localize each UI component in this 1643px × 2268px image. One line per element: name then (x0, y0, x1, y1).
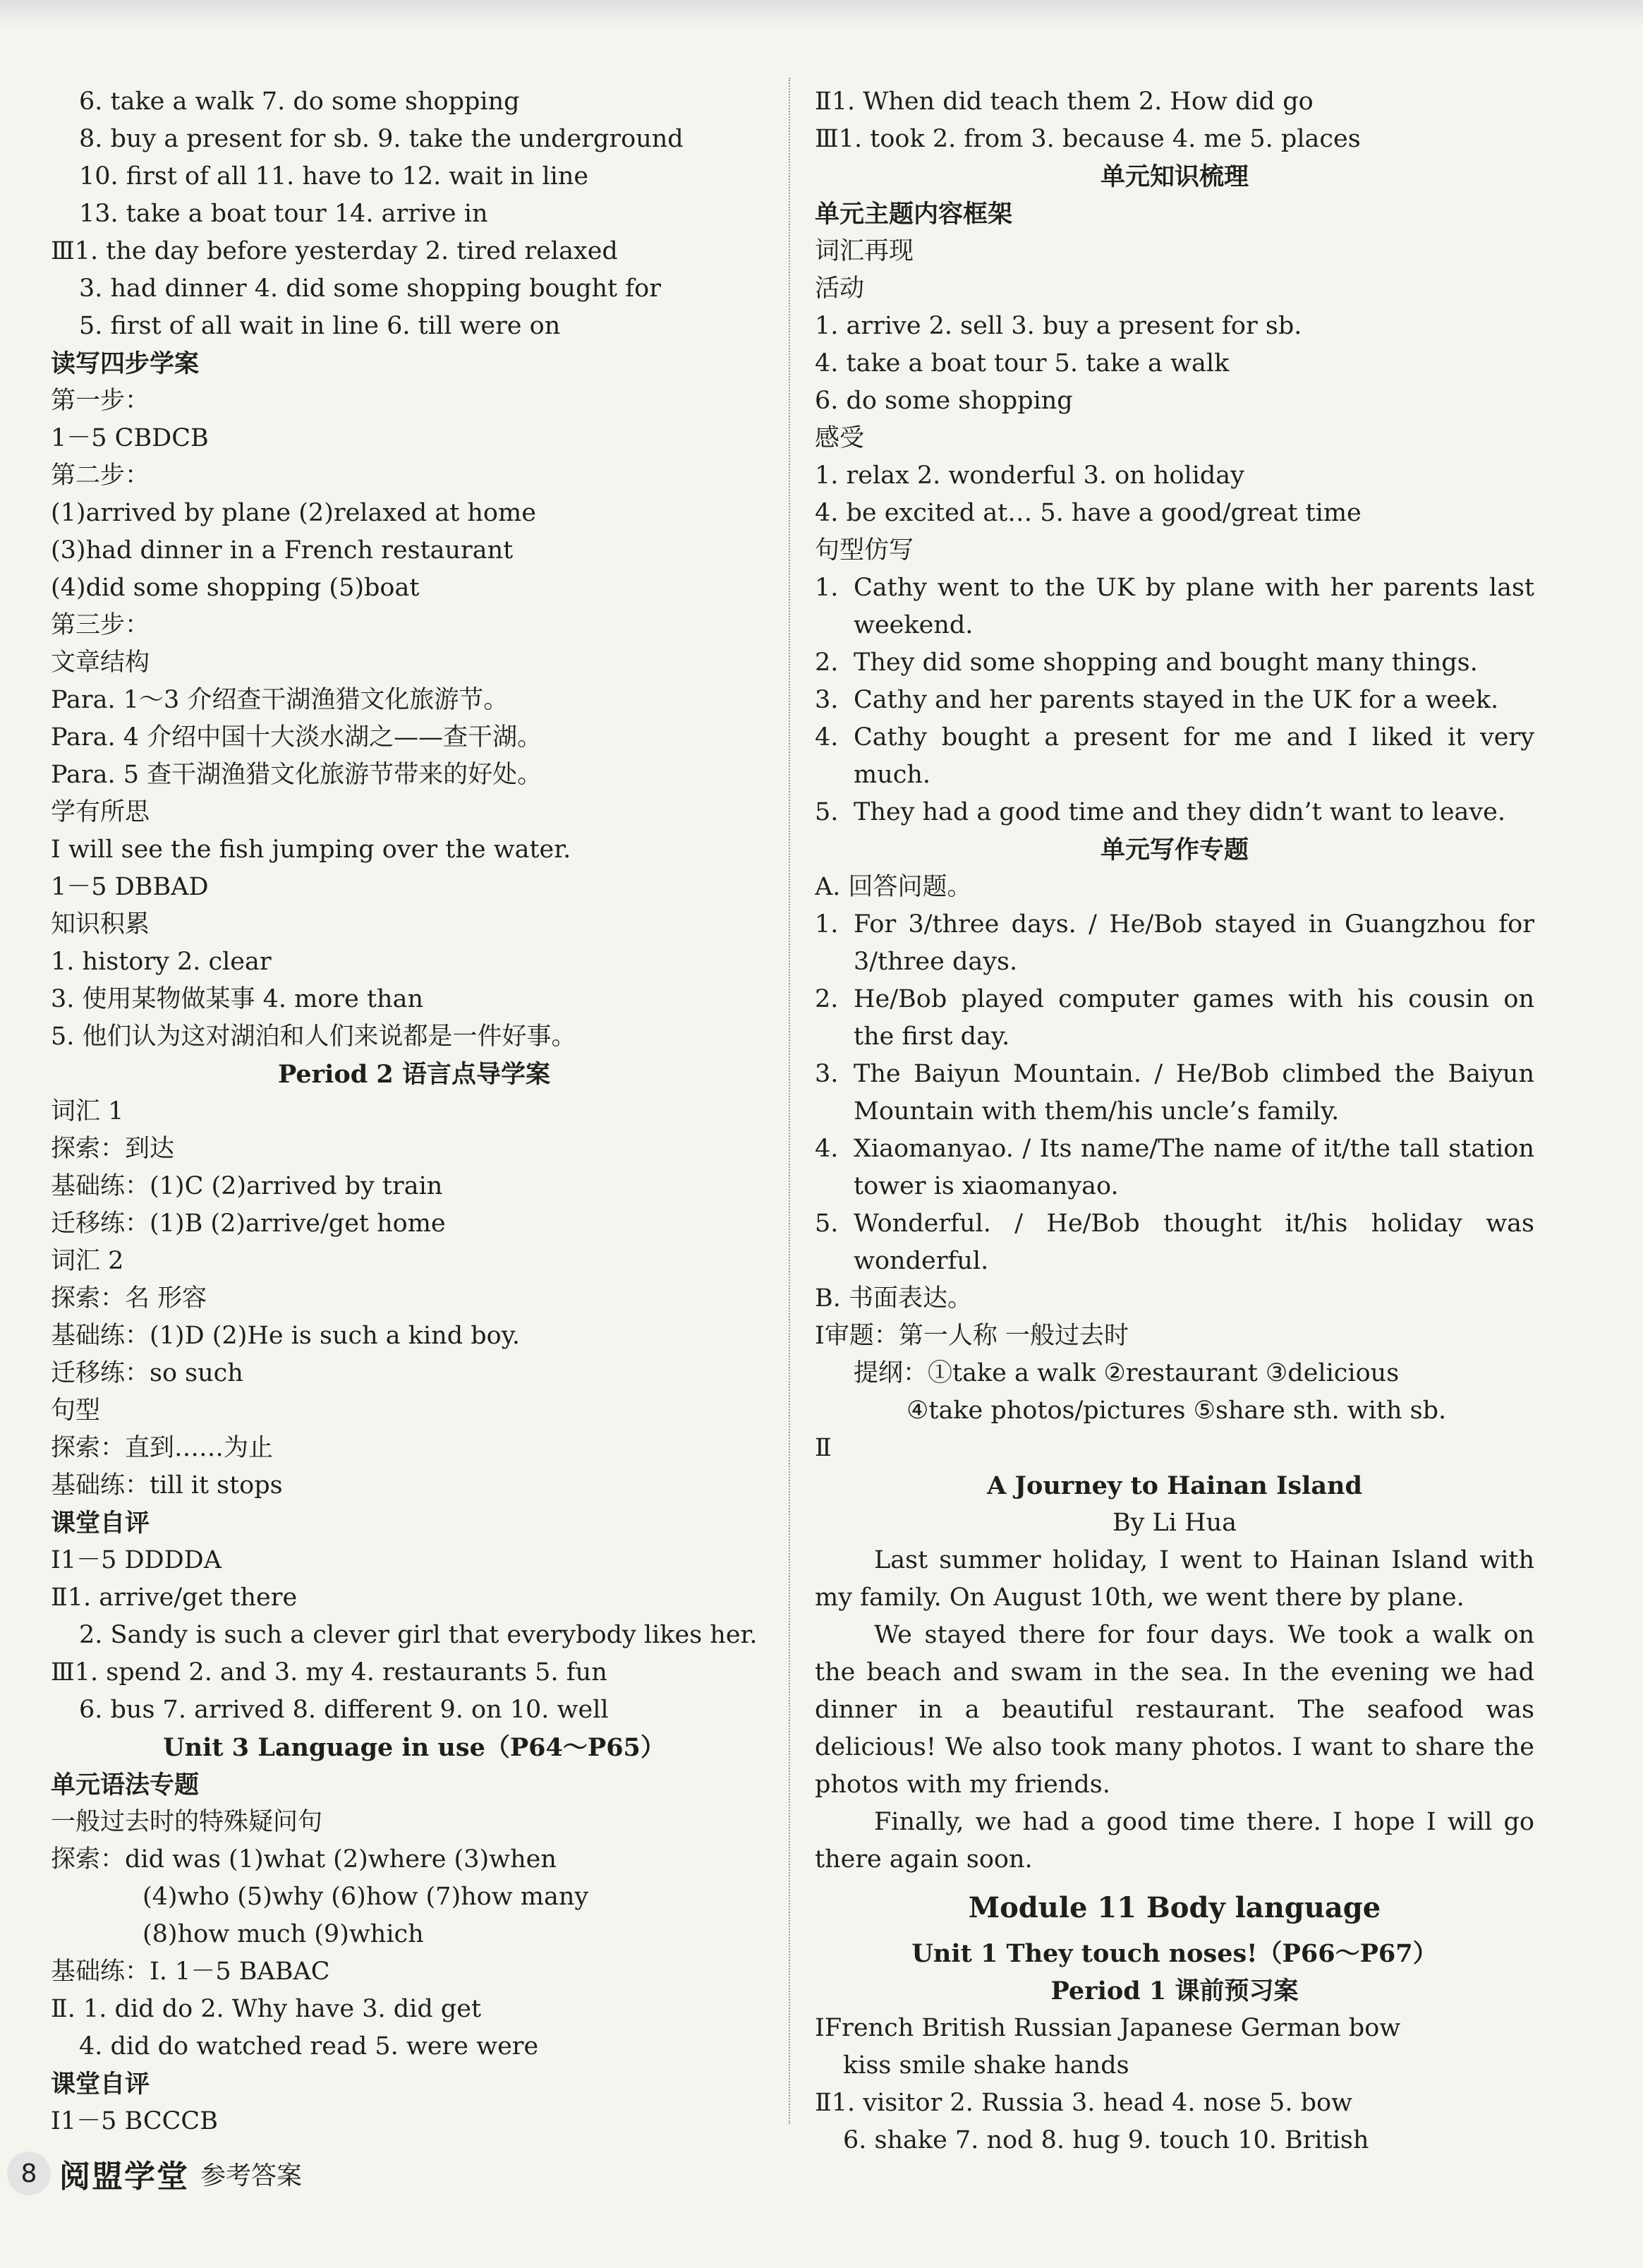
answer-line: 8. buy a present for sb. 9. take the underground (79, 125, 684, 153)
right-section-e (815, 1280, 1534, 1467)
answer-line: 1. relax 2. wonderful 3. on holiday (815, 462, 1244, 490)
numbered-item (815, 644, 1534, 682)
answer-line: 4. be excited at… 5. have a good/great time (815, 499, 1362, 527)
numbered-item (815, 682, 1534, 719)
item-number: 5. (815, 798, 839, 826)
essay-author: By Li Hua (1112, 1509, 1237, 1537)
answer-line: 第一步： (51, 387, 150, 415)
column-divider (789, 78, 790, 2124)
answer-line: 1. arrive 2. sell 3. buy a present for sb. (815, 312, 1302, 340)
left-column (51, 83, 777, 2140)
answer-line: 读写四步学案 (51, 349, 200, 378)
answer-line: Ⅱ. 1. did do 2. Why have 3. did get (51, 1995, 482, 2023)
answer-line: 单元语法专题 (51, 1771, 200, 1799)
item-text: Cathy went to the UK by plane with her parents last weekend. (854, 574, 1534, 639)
answer-line: Ⅰ审题：第一人称 一般过去时 (815, 1322, 1129, 1350)
numbered-item (815, 981, 1534, 1056)
answer-line: 迁移练：so such (51, 1359, 243, 1387)
answer-line: 6. take a walk 7. do some shopping (79, 88, 520, 116)
answer-line: 提纲：①take a walk ②restaurant ③delicious (854, 1359, 1400, 1387)
answer-line: (4)who (5)why (6)how (7)how many (143, 1883, 589, 1911)
answer-line: Period 2 语言点导学案 (278, 1060, 550, 1089)
answer-line: ⅠFrench British Russian Japanese German bow (815, 2014, 1401, 2042)
answer-line: Unit 3 Language in use（P64～P65） (163, 1733, 665, 1762)
answer-line: A. 回答问题。 (815, 873, 972, 901)
answer-line: 句型 (51, 1397, 101, 1425)
answer-line: Module 11 Body language (968, 1891, 1381, 1924)
item-text: Xiaomanyao. / Its name/The name of it/the tall station tower is xiaomanyao. (854, 1135, 1534, 1200)
answer-line: 词汇 2 (51, 1247, 124, 1275)
numbered-item (815, 1130, 1534, 1205)
answer-line: 文章结构 (51, 649, 150, 677)
answer-line: (1)arrived by plane (2)relaxed at home (51, 499, 536, 527)
answer-line: 单元写作专题 (1100, 836, 1249, 864)
answer-line: Para. 4 介绍中国十大淡水湖之——查干湖。 (51, 723, 542, 752)
answer-line: Ⅲ1. the day before yesterday 2. tired relaxed (51, 237, 618, 265)
answer-line: 词汇再现 (815, 237, 914, 265)
answer-line: 一般过去时的特殊疑问句 (51, 1808, 323, 1836)
answer-line: Period 1 课前预习案 (1050, 1977, 1299, 2005)
answer-line: 5. first of all wait in line 6. till were on (79, 312, 561, 340)
item-text: They did some shopping and bought many things. (854, 649, 1478, 677)
essay-title: A Journey to Hainan Island (987, 1471, 1362, 1500)
answer-line: ④take photos/pictures ⑤share sth. with sb. (907, 1397, 1447, 1425)
numbered-item (815, 569, 1534, 644)
item-number: 4. (815, 723, 839, 752)
answer-line: (4)did some shopping (5)boat (51, 574, 420, 602)
item-text: Cathy and her parents stayed in the UK for a week. (854, 686, 1499, 714)
item-number: 3. (815, 1060, 839, 1088)
numbered-item (815, 1056, 1534, 1130)
item-text: They had a good time and they didn’t want to leave. (854, 798, 1506, 826)
essay-paragraph: Last summer holiday, I went to Hainan Island with my family. On August 10th, we went there by plane. (815, 1546, 1534, 1612)
brand-logo: 阅盟学堂 (59, 2159, 189, 2195)
page-footer (7, 2149, 302, 2198)
answer-line: 探索：did was (1)what (2)where (3)when (51, 1845, 557, 1874)
item-number: 1. (815, 910, 839, 939)
answer-line: Ⅲ1. spend 2. and 3. my 4. restaurants 5. fun (51, 1658, 607, 1687)
answer-line: 1. history 2. clear (51, 948, 272, 976)
answer-line: 学有所思 (51, 798, 150, 826)
item-text: Wonderful. / He/Bob thought it/his holiday was wonderful. (854, 1210, 1534, 1275)
right-column (815, 83, 1534, 2159)
item-text: For 3/three days. / He/Bob stayed in Guangzhou for 3/three days. (854, 910, 1534, 976)
answer-line: Unit 1 They touch noses!（P66～P67） (911, 1939, 1438, 1968)
answer-line: 3. 使用某物做某事 4. more than (51, 985, 424, 1013)
numbered-item (815, 719, 1534, 794)
item-text: Cathy bought a present for me and I liked it very much. (854, 723, 1534, 789)
answer-line: 3. had dinner 4. did some shopping bought for (79, 275, 661, 303)
answer-line: 4. did do watched read 5. were were (79, 2032, 539, 2061)
item-number: 2. (815, 985, 839, 1013)
answer-line: 第三步： (51, 611, 150, 639)
item-number: 1. (815, 574, 839, 602)
answer-line: 课堂自评 (51, 1509, 150, 1538)
answer-line: 探索：到达 (51, 1135, 175, 1163)
answer-line: 单元主题内容框架 (815, 200, 1013, 229)
right-section-f (815, 1878, 1534, 2159)
answer-line: Ⅱ1. arrive/get there (51, 1584, 298, 1612)
answer-line: 2. Sandy is such a clever girl that everybody likes her. (79, 1621, 758, 1649)
answer-line: 句型仿写 (815, 536, 914, 565)
page-number: 8 (7, 2152, 51, 2195)
answer-line: 1－5 CBDCB (51, 424, 209, 452)
answer-line: 知识积累 (51, 910, 150, 939)
answer-line: 6. shake 7. nod 8. hug 9. touch 10. British (843, 2126, 1369, 2154)
answer-line: 6. do some shopping (815, 387, 1073, 415)
answer-line: Para. 1～3 介绍查干湖渔猎文化旅游节。 (51, 686, 509, 714)
answer-line: Ⅱ1. When did teach them 2. How did go (815, 88, 1314, 116)
essay-paragraph: We stayed there for four days. We took a walk on the beach and swam in the sea. In the evening we had dinner in a beautiful restaurant. The seafood was delicious! We also took many photos. I want to share the photos with my friends. (815, 1621, 1534, 1799)
item-number: 4. (815, 1135, 839, 1163)
scan-top-edge (0, 0, 1643, 28)
right-section-c (815, 831, 1534, 906)
answer-line: Ⅰ1－5 DDDDA (51, 1546, 222, 1574)
answer-line: Para. 5 查干湖渔猎文化旅游节带来的好处。 (51, 761, 542, 789)
item-text: The Baiyun Mountain. / He/Bob climbed the Baiyun Mountain with them/his uncle’s family. (854, 1060, 1534, 1126)
answer-line: 活动 (815, 275, 865, 303)
answer-line: 词汇 1 (51, 1097, 124, 1126)
answer-line: Ⅱ1. visitor 2. Russia 3. head 4. nose 5. bow (815, 2089, 1353, 2117)
item-text: He/Bob played computer games with his cousin on the first day. (854, 985, 1534, 1051)
answer-line: 第二步： (51, 462, 150, 490)
answer-line: Ⅲ1. took 2. from 3. because 4. me 5. places (815, 125, 1361, 153)
item-number: 5. (815, 1210, 839, 1238)
answer-line: 探索：名 形容 (51, 1284, 207, 1313)
answer-line: 10. first of all 11. have to 12. wait in line (79, 162, 589, 191)
answer-line: 单元知识梳理 (1100, 162, 1249, 191)
answer-questions-list (815, 906, 1534, 1280)
answer-line: (8)how much (9)which (143, 1920, 424, 1948)
answer-line: 4. take a boat tour 5. take a walk (815, 349, 1230, 378)
answer-line: 6. bus 7. arrived 8. different 9. on 10. well (79, 1696, 609, 1724)
answer-line: 13. take a boat tour 14. arrive in (79, 200, 488, 228)
item-number: 3. (815, 686, 839, 714)
answer-line: Ⅰ1－5 BCCCB (51, 2107, 218, 2135)
item-number: 2. (815, 649, 839, 677)
answer-line: I will see the fish jumping over the water. (51, 836, 571, 864)
answer-line: B. 书面表达。 (815, 1284, 972, 1313)
footer-label: 参考答案 (200, 2161, 303, 2190)
answer-line: Ⅱ (815, 1434, 832, 1462)
essay (815, 1467, 1534, 1878)
numbered-item (815, 906, 1534, 981)
answer-line: 基础练：Ⅰ. 1－5 BABAC (51, 1958, 330, 1986)
numbered-item (815, 1205, 1534, 1280)
essay-body (815, 1542, 1534, 1878)
right-section-a (815, 83, 1534, 569)
answer-line: 课堂自评 (51, 2070, 150, 2099)
answer-line: 5. 他们认为这对湖泊和人们来说都是一件好事。 (51, 1023, 576, 1051)
numbered-item (815, 794, 1534, 831)
answer-line: 基础练：(1)D (2)He is such a kind boy. (51, 1322, 520, 1350)
answer-line: kiss smile shake hands (843, 2051, 1129, 2080)
answer-line: 基础练：(1)C (2)arrived by train (51, 1172, 443, 1200)
answer-line: 1－5 DBBAD (51, 873, 209, 901)
essay-paragraph: Finally, we had a good time there. I hope I will go there again soon. (815, 1808, 1534, 1874)
answer-line: 迁移练：(1)B (2)arrive/get home (51, 1210, 446, 1238)
sentence-imitation-list (815, 569, 1534, 831)
answer-line: 感受 (815, 424, 865, 452)
answer-line: 基础练：till it stops (51, 1471, 283, 1500)
answer-line: (3)had dinner in a French restaurant (51, 536, 514, 565)
answer-line: 探索：直到……为止 (51, 1434, 274, 1462)
